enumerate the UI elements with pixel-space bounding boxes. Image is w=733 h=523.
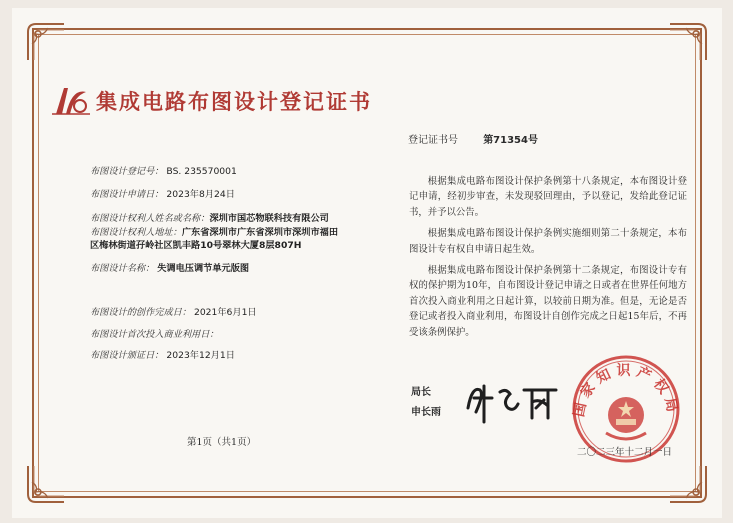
field-value: 深圳市国芯物联科技有限公司 <box>209 213 329 224</box>
field-label: 布图设计权利人地址： <box>90 227 182 238</box>
director-title: 局长 <box>411 387 431 398</box>
field-label: 布图设计权利人姓名或名称： <box>90 213 210 224</box>
certificate-header <box>50 84 372 118</box>
field-creation-date <box>90 306 257 319</box>
corner-ornament-icon <box>668 22 708 62</box>
legal-paragraph: 根据集成电路布图设计保护条例第十二条规定，布图设计专有权的保护期为10年，自布图设计登记申请之日或者在世界任何地方首次投入商业利用之日起计算，以较前日期为准。但是，无论是否登记或者投入商业利用，布图设计自创作完成之日起15年后，不再受该条例保护。 <box>409 265 687 338</box>
page-number: 第1页（共1页） <box>187 437 257 448</box>
field-value: 失调电压调节单元版图 <box>157 263 250 274</box>
corner-ornament-icon <box>26 464 66 504</box>
legal-paragraph: 根据集成电路布图设计保护条例第十八条规定，本布图设计登记申请，经初步审查，未发现驳回理由，予以登记，发给此登记证书，并予以公告。 <box>409 176 687 218</box>
certificate-number-label: 登记证书号 <box>408 135 458 146</box>
legal-text <box>409 174 687 346</box>
signature-icon <box>462 378 562 426</box>
corner-ornament-icon <box>668 464 708 504</box>
field-value: BS. 235570001 <box>166 166 237 177</box>
field-label: 布图设计申请日： <box>90 189 164 200</box>
field-label: 布图设计颁证日： <box>90 350 164 361</box>
field-label: 布图设计的创作完成日： <box>90 307 192 318</box>
field-design-name <box>90 262 340 275</box>
seal-text: 国家知识产权局 <box>571 363 681 419</box>
certificate-number-line <box>408 131 538 146</box>
corner-ornament-icon <box>26 22 66 62</box>
field-label: 布图设计名称： <box>90 263 155 274</box>
legal-paragraph: 根据集成电路布图设计保护条例实施细则第二十条规定，本布图设计专有权自申请日起生效。 <box>409 228 687 255</box>
field-design-code <box>90 165 237 178</box>
field-value: 2021年6月1日 <box>193 307 257 318</box>
certificate <box>12 8 722 518</box>
field-holder-address <box>90 226 342 252</box>
field-label: 布图设计首次投入商业利用日： <box>90 329 219 340</box>
certificate-title: 集成电路布图设计登记证书 <box>96 90 372 114</box>
field-first-commercial-date <box>90 328 219 341</box>
field-label: 布图设计登记号： <box>90 166 164 177</box>
certificate-number: 第71354号 <box>483 135 538 146</box>
field-value: 2023年8月24日 <box>166 189 235 200</box>
field-value: 2023年12月1日 <box>166 350 235 361</box>
ipr-logo-icon <box>50 84 92 118</box>
field-value: 广东省深圳市广东省深圳市深圳市福田区梅林街道孖岭社区凯丰路10号翠林大厦8层807H <box>90 227 339 251</box>
seal-date: 二〇二三年十二月一日 <box>577 447 673 458</box>
field-application-date <box>90 188 235 201</box>
director-block <box>411 383 441 423</box>
field-issue-date <box>90 349 235 362</box>
director-name: 申长雨 <box>411 407 441 418</box>
field-holder-name <box>90 212 340 225</box>
